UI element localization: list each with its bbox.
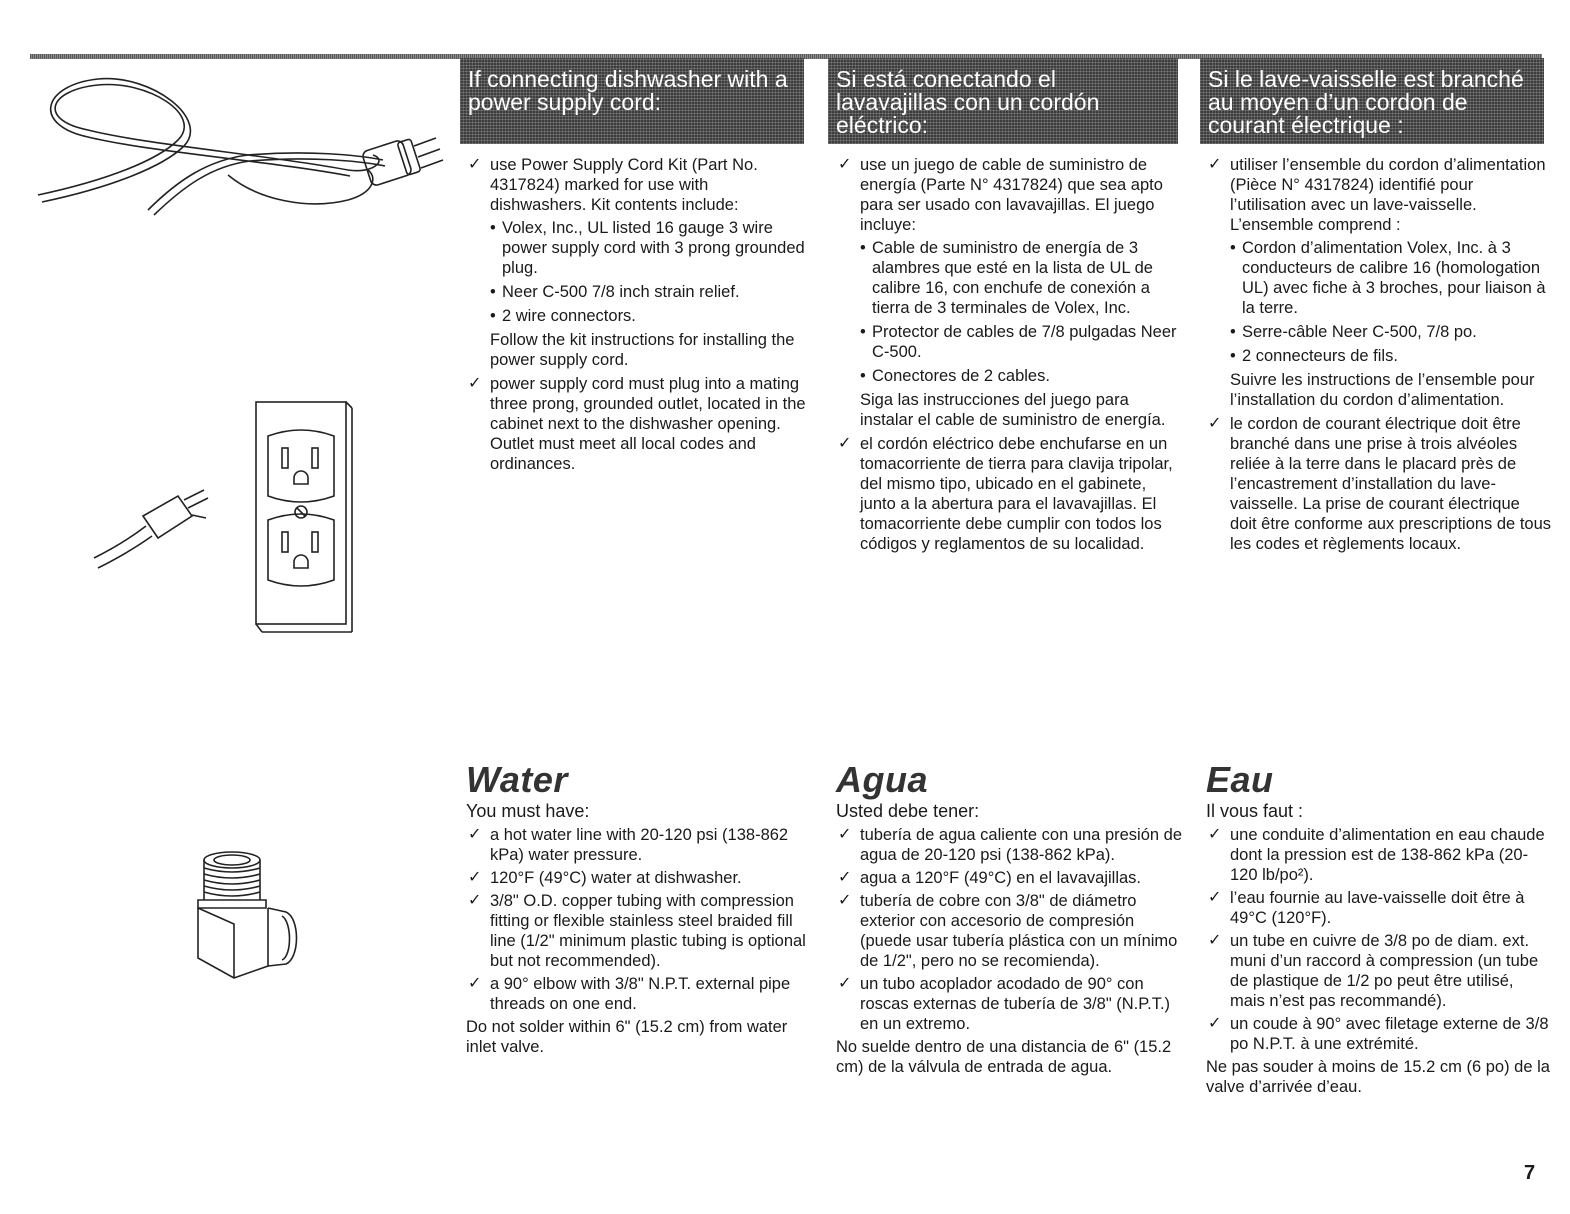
solder-warning-en: Do not solder within 6" (15.2 cm) from water inlet valve. [466,1018,788,1056]
kit-item: • Serre-câble Neer C-500, 7/8 po. [1230,322,1551,342]
check-item: ✓ power supply cord must plug into a mating three prong, grounded outlet, located in the cabinet next to the dishwasher opening. Outlet must meet all local codes and ordinances. [466,374,806,474]
check-item: ✓ use un juego de cable de suministro de energía (Parte N° 4317824) que sea apto para ser usado con lavavajillas. El juego incluye: [836,155,1186,235]
check-item: ✓ 3/8" O.D. copper tubing with compression fitting or flexible stainless steel braided fill line (1/2" minimum plastic tubing is optional but not recommended). [466,891,806,971]
check-item: ✓ un coude à 90° avec filetage externe de 3/8 po N.P.T. à une extrémité. [1206,1014,1551,1054]
check-item: ✓ a hot water line with 20-120 psi (138-862 kPa) water pressure. [466,825,806,865]
kit-item: • Cordon d’alimentation Volex, Inc. à 3 conducteurs de calibre 16 (homologation UL) avec fiche à 3 broches, pour liaison à la terre. [1230,238,1551,318]
page-number: 7 [1524,1162,1536,1184]
water-lead-fr: Il vous faut : [1206,801,1304,821]
check-item: ✓ une conduite d’alimentation en eau chaude dont la pression est de 138-862 kPa (20-120 lb/po²). [1206,825,1551,885]
water-lead-es: Usted debe tener: [836,801,980,821]
check-item: ✓ use Power Supply Cord Kit (Part No. 4317824) marked for use with dishwashers. Kit contents include: [466,155,806,215]
kit-note: Siga las instrucciones del juego para instalar el cable de suministro de energía. [860,391,1166,429]
elbow-fitting-illustration [190,848,310,988]
kit-item: • 2 wire connectors. [490,306,806,326]
water-lead-en: You must have: [466,801,590,821]
solder-warning-es: No suelde dentro de una distancia de 6" (15.2 cm) de la válvula de entrada de agua. [836,1038,1172,1076]
kit-item: • Neer C-500 7/8 inch strain relief. [490,282,806,302]
check-item: ✓ un tubo acoplador acodado de 90° con roscas externas de tubería de 3/8" (N.P.T.) en un extremo. [836,974,1186,1034]
kit-note: Follow the kit instructions for installing the power supply cord. [490,331,795,369]
water-section-en [466,760,806,1057]
water-section-fr [1206,760,1551,1097]
power-cord-heading-en: If connecting dishwasher with a power supply cord: [460,58,804,144]
solder-warning-fr: Ne pas souder à moins de 15.2 cm (6 po) de la valve d’arrivée d’eau. [1206,1058,1550,1096]
check-item: ✓ a 90° elbow with 3/8" N.P.T. external pipe threads on one end. [466,974,806,1014]
kit-note: Suivre les instructions de l’ensemble pour l’installation du cordon d’alimentation. [1230,371,1535,409]
water-title-es: Agua [836,759,928,800]
kit-item: • Cable de suministro de energía de 3 alambres que esté en la lista de UL de calibre 16, con enchufe de conexión a tierra de 3 terminales de Volex, Inc. [860,238,1186,318]
power-cord-illustration [28,60,448,220]
check-item: ✓ el cordón eléctrico debe enchufarse en un tomacorriente de tierra para clavija tripolar, del mismo tipo, ubicado en el gabinete, junto a la abertura para el lavavajillas. El tomacorriente debe cumplir con todos los códigos y reglamentos de su localidad. [836,434,1186,554]
outlet-and-plug-illustration [88,396,358,646]
check-item: ✓ tubería de agua caliente con una presión de agua de 20-120 psi (138-862 kPa). [836,825,1186,865]
check-item: ✓ tubería de cobre con 3/8" de diámetro exterior con accesorio de compresión (puede usar tubería plástica con un mínimo de 1/2", pero no se recomienda). [836,891,1186,971]
power-cord-heading-es: Si está conectando el lavavajillas con un cordón eléctrico: [828,58,1178,144]
check-item: ✓ utiliser l’ensemble du cordon d’alimentation (Pièce N° 4317824) identifié pour l’utilisation avec un lave-vaisselle. L’ensemble comprend : [1206,155,1551,235]
check-item: ✓ le cordon de courant électrique doit être branché dans une prise à trois alvéoles reliée à la terre dans le placard près de l’encastrement d’installation du lave-vaisselle. La prise de courant électrique doit être conforme aux prescriptions de tous les codes et règlements locaux. [1206,414,1551,554]
water-title-fr: Eau [1206,759,1274,800]
power-cord-heading-fr: Si le lave-vaisselle est branché au moyen d’un cordon de courant électrique : [1200,58,1544,144]
check-item: ✓ un tube en cuivre de 3/8 po de diam. ext. muni d’un raccord à compression (un tube de plastique de 1/2 po peut être utilisé, mais n’est pas recommandé). [1206,931,1551,1011]
check-item: ✓ l’eau fournie au lave-vaisselle doit être à 49°C (120°F). [1206,888,1551,928]
kit-item: • Volex, Inc., UL listed 16 gauge 3 wire power supply cord with 3 prong grounded plug. [490,218,806,278]
check-item: ✓ agua a 120°F (49°C) en el lavavajillas. [836,868,1186,888]
power-cord-section-es [836,155,1186,557]
water-title-en: Water [466,759,568,800]
power-cord-section-fr [1206,155,1551,557]
power-cord-section-en [466,155,806,477]
kit-item: • Protector de cables de 7/8 pulgadas Neer C-500. [860,322,1186,362]
water-section-es [836,760,1186,1077]
kit-item: • Conectores de 2 cables. [860,366,1186,386]
check-item: ✓ 120°F (49°C) water at dishwasher. [466,868,806,888]
kit-item: • 2 connecteurs de fils. [1230,346,1551,366]
